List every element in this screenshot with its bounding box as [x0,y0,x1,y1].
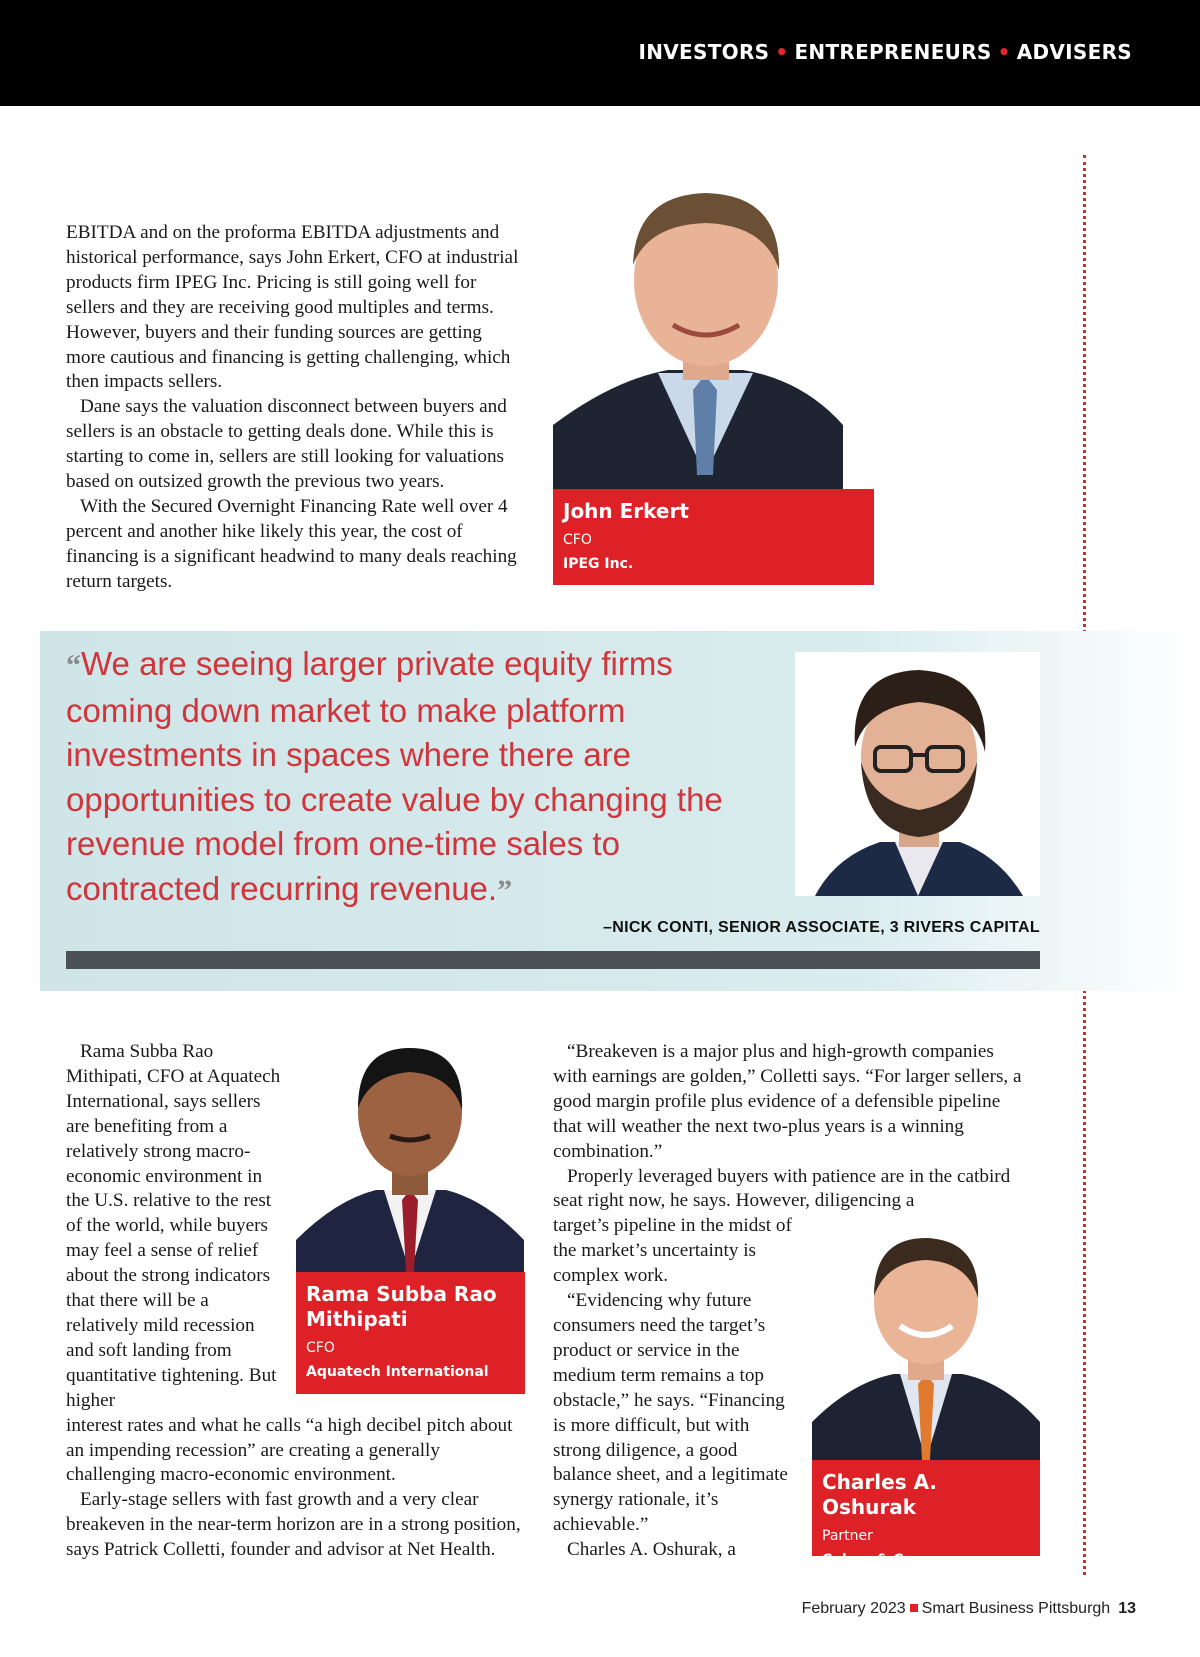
nav-separator: • [997,40,1011,64]
paragraph: Properly leveraged buyers with patience are in the catbird seat right now, he says. However, diligencing a [553,1165,1011,1212]
paragraph-wrapped: Charles A. Oshurak, a [567,1539,736,1561]
section-nav [638,40,1132,64]
profile-name: Charles A. Oshurak [822,1470,938,1519]
profile-title: CFO [563,532,592,548]
nav-separator: • [775,40,789,64]
masthead-bar [0,0,1200,106]
paragraph: Dane says the valuation disconnect between buyers and sellers is an obstacle to getting deals done. While this is starting to come in, sellers are still looking for valuations based on outsized growth the previous two years. [66,396,507,493]
paragraph: Early-stage sellers with fast growth and a very clear breakeven in the near-term horizon are in a strong position, says Patrick Colletti, founder and advisor at Net Health. [66,1489,521,1561]
profile-company: IPEG Inc. [563,556,634,572]
pull-quote-attribution: –NICK CONTI, SENIOR ASSOCIATE, 3 RIVERS CAPITAL [603,919,1040,936]
profile-name: John Erkert [563,499,689,523]
charles-oshurak-photo [812,1232,1040,1460]
profile-caption-mithipati [296,1272,525,1394]
profile-caption-oshurak [812,1460,1040,1568]
close-quote-mark: ” [497,873,513,907]
pull-quote-rule [66,951,1040,969]
page-number: 13 [1118,1600,1136,1617]
profile-company: Cohen & Co. [822,1552,919,1568]
paragraph: “Breakeven is a major plus and high-growth companies with earnings are golden,” Colletti says. “For larger sellers, a good margin profile plus evidence of a defensible pipeline that will weather the next two-plus years is a winning combination.” [553,1041,1022,1162]
profile-title: Partner [822,1528,873,1544]
profile-company: Aquatech International [306,1364,489,1380]
issue-date: February 2023 [801,1600,906,1617]
article-column-top-left [66,221,526,595]
pull-quote [66,642,766,913]
paragraph: With the Secured Overnight Financing Rate well over 4 percent and another hike likely this year, the cost of financing is a significant headwind to many deals reaching return targets. [66,495,517,592]
paragraph: EBITDA and on the proforma EBITDA adjustments and historical performance, says John Erkert, CFO at industrial products firm IPEG Inc. Pricing is still going well for sellers and they are receiving good multiples and terms. However, buyers and their funding sources are getting more cautious and financing is getting challenging, which then impacts sellers. [66,222,519,393]
profile-name: Rama Subba Rao Mithipati [306,1282,497,1331]
nav-entrepreneurs: ENTREPRENEURS [794,40,992,64]
nav-advisers: ADVISERS [1016,40,1132,64]
nick-conti-photo [795,652,1040,896]
red-square-icon [910,1604,918,1612]
rama-mithipati-photo [296,1040,524,1272]
paragraph-wrapped: Rama Subba Rao Mithipati, CFO at Aquatech International, says sellers are benefiting from a relatively strong macro-economic environment in the U.S. relative to the rest of the world, while buyers may feel a sense of relief about the strong indicators that there will be a relatively mild recession and soft landing from quantitative tightening. But higher [66,1041,281,1411]
paragraph: interest rates and what he calls “a high decibel pitch about an impending recession” are creating a generally challenging macro-economic environment. [66,1414,513,1486]
pull-quote-text: We are seeing larger private equity firms coming down market to make platform investments in spaces where there are opportunities to create value by changing the revenue model from one-time sales to contracted recurring revenue. [66,645,723,907]
profile-caption-erkert [553,489,874,585]
nav-investors: INVESTORS [638,40,770,64]
open-quote-mark: “ [66,649,81,682]
page-footer [802,1600,1136,1618]
paragraph-wrapped: target’s pipeline in the midst of the market’s uncertainty is complex work. [553,1215,792,1287]
john-erkert-photo [553,175,858,489]
publication-name: Smart Business Pittsburgh [921,1600,1111,1617]
paragraph-wrapped: “Evidencing why future consumers need the target’s product or service in the medium term remains a top obstacle,” he says. “Financing is more difficult, but with strong diligence, a good balance sheet, and a legitimate synergy rationale, it’s achievable.” [553,1290,788,1536]
profile-title: CFO [306,1340,335,1356]
